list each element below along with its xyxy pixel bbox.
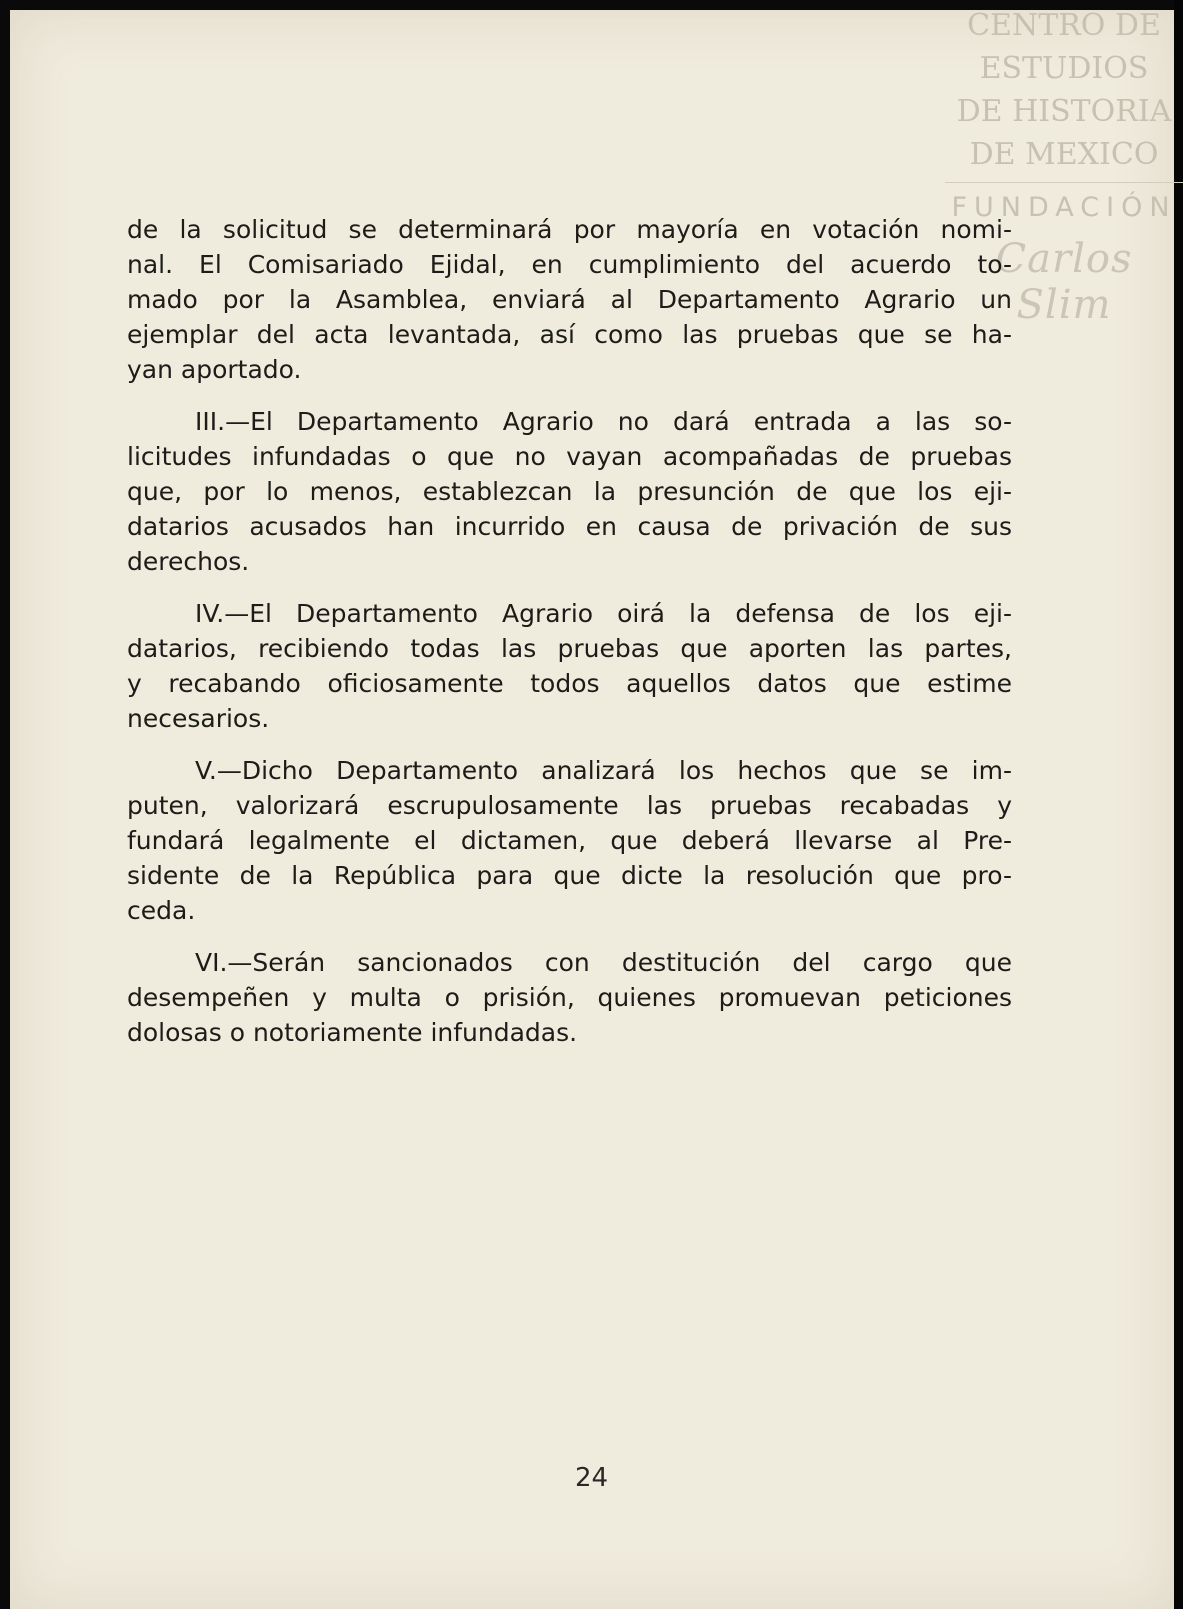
- watermark-line: DE HISTORIA: [956, 94, 1172, 129]
- watermark-institution: [945, 0, 1183, 176]
- watermark-divider: [945, 182, 1183, 183]
- text-line: mado por la Asamblea, enviará al Departamento Agrario un: [127, 285, 1012, 314]
- text-line: fundará legalmente el dictamen, que deberá llevarse al Pre-: [127, 826, 1012, 855]
- text-line: licitudes infundadas o que no vayan acompañadas de pruebas: [127, 442, 1012, 471]
- body-text: [127, 212, 1012, 1050]
- text-line: de la solicitud se determinará por mayoría en votación nomi-: [127, 215, 1012, 244]
- watermark-line: DE MEXICO: [969, 137, 1159, 172]
- paragraph-vi: [127, 945, 1012, 1050]
- watermark-line: CENTRO DE: [967, 8, 1161, 43]
- paragraph-iv: [127, 596, 1012, 736]
- text-line: datarios, recibiendo todas las pruebas que aporten las partes,: [127, 634, 1012, 663]
- paragraph-v: [127, 753, 1012, 928]
- text-line: y recabando oficiosamente todos aquellos datos que estime: [127, 669, 1012, 698]
- text-line: que, por lo menos, establezcan la presunción de que los eji-: [127, 477, 1012, 506]
- text-line: III.—El Departamento Agrario no dará entrada a las so-: [195, 407, 1012, 436]
- text-line: VI.—Serán sancionados con destitución del cargo que: [195, 948, 1012, 977]
- paragraph-iii: [127, 404, 1012, 579]
- text-line: necesarios.: [127, 704, 270, 733]
- text-line: sidente de la República para que dicte la resolución que pro-: [127, 861, 1012, 890]
- text-line: IV.—El Departamento Agrario oirá la defensa de los eji-: [195, 599, 1012, 628]
- text-line: nal. El Comisariado Ejidal, en cumplimiento del acuerdo to-: [127, 250, 1012, 279]
- watermark-line: ESTUDIOS: [979, 51, 1149, 86]
- text-line: datarios acusados han incurrido en causa de privación de sus: [127, 512, 1012, 541]
- text-line: V.—Dicho Departamento analizará los hechos que se im-: [195, 756, 1012, 785]
- paragraph-intro: [127, 212, 1012, 387]
- text-line: derechos.: [127, 547, 250, 576]
- watermark-fundacion: FUNDACIÓN: [951, 192, 1177, 223]
- text-line: dolosas o notoriamente infundadas.: [127, 1018, 578, 1047]
- text-line: ejemplar del acta levantada, así como las pruebas que se ha-: [127, 320, 1012, 349]
- page-number: 24: [574, 1463, 609, 1493]
- text-line: yan aportado.: [127, 355, 302, 384]
- text-line: desempeñen y multa o prisión, quienes promuevan peticiones: [127, 983, 1012, 1012]
- text-line: ceda.: [127, 896, 196, 925]
- text-line: puten, valorizará escrupulosamente las pruebas recabadas y: [127, 791, 1012, 820]
- watermark-signature: Carlos Slim: [995, 236, 1133, 328]
